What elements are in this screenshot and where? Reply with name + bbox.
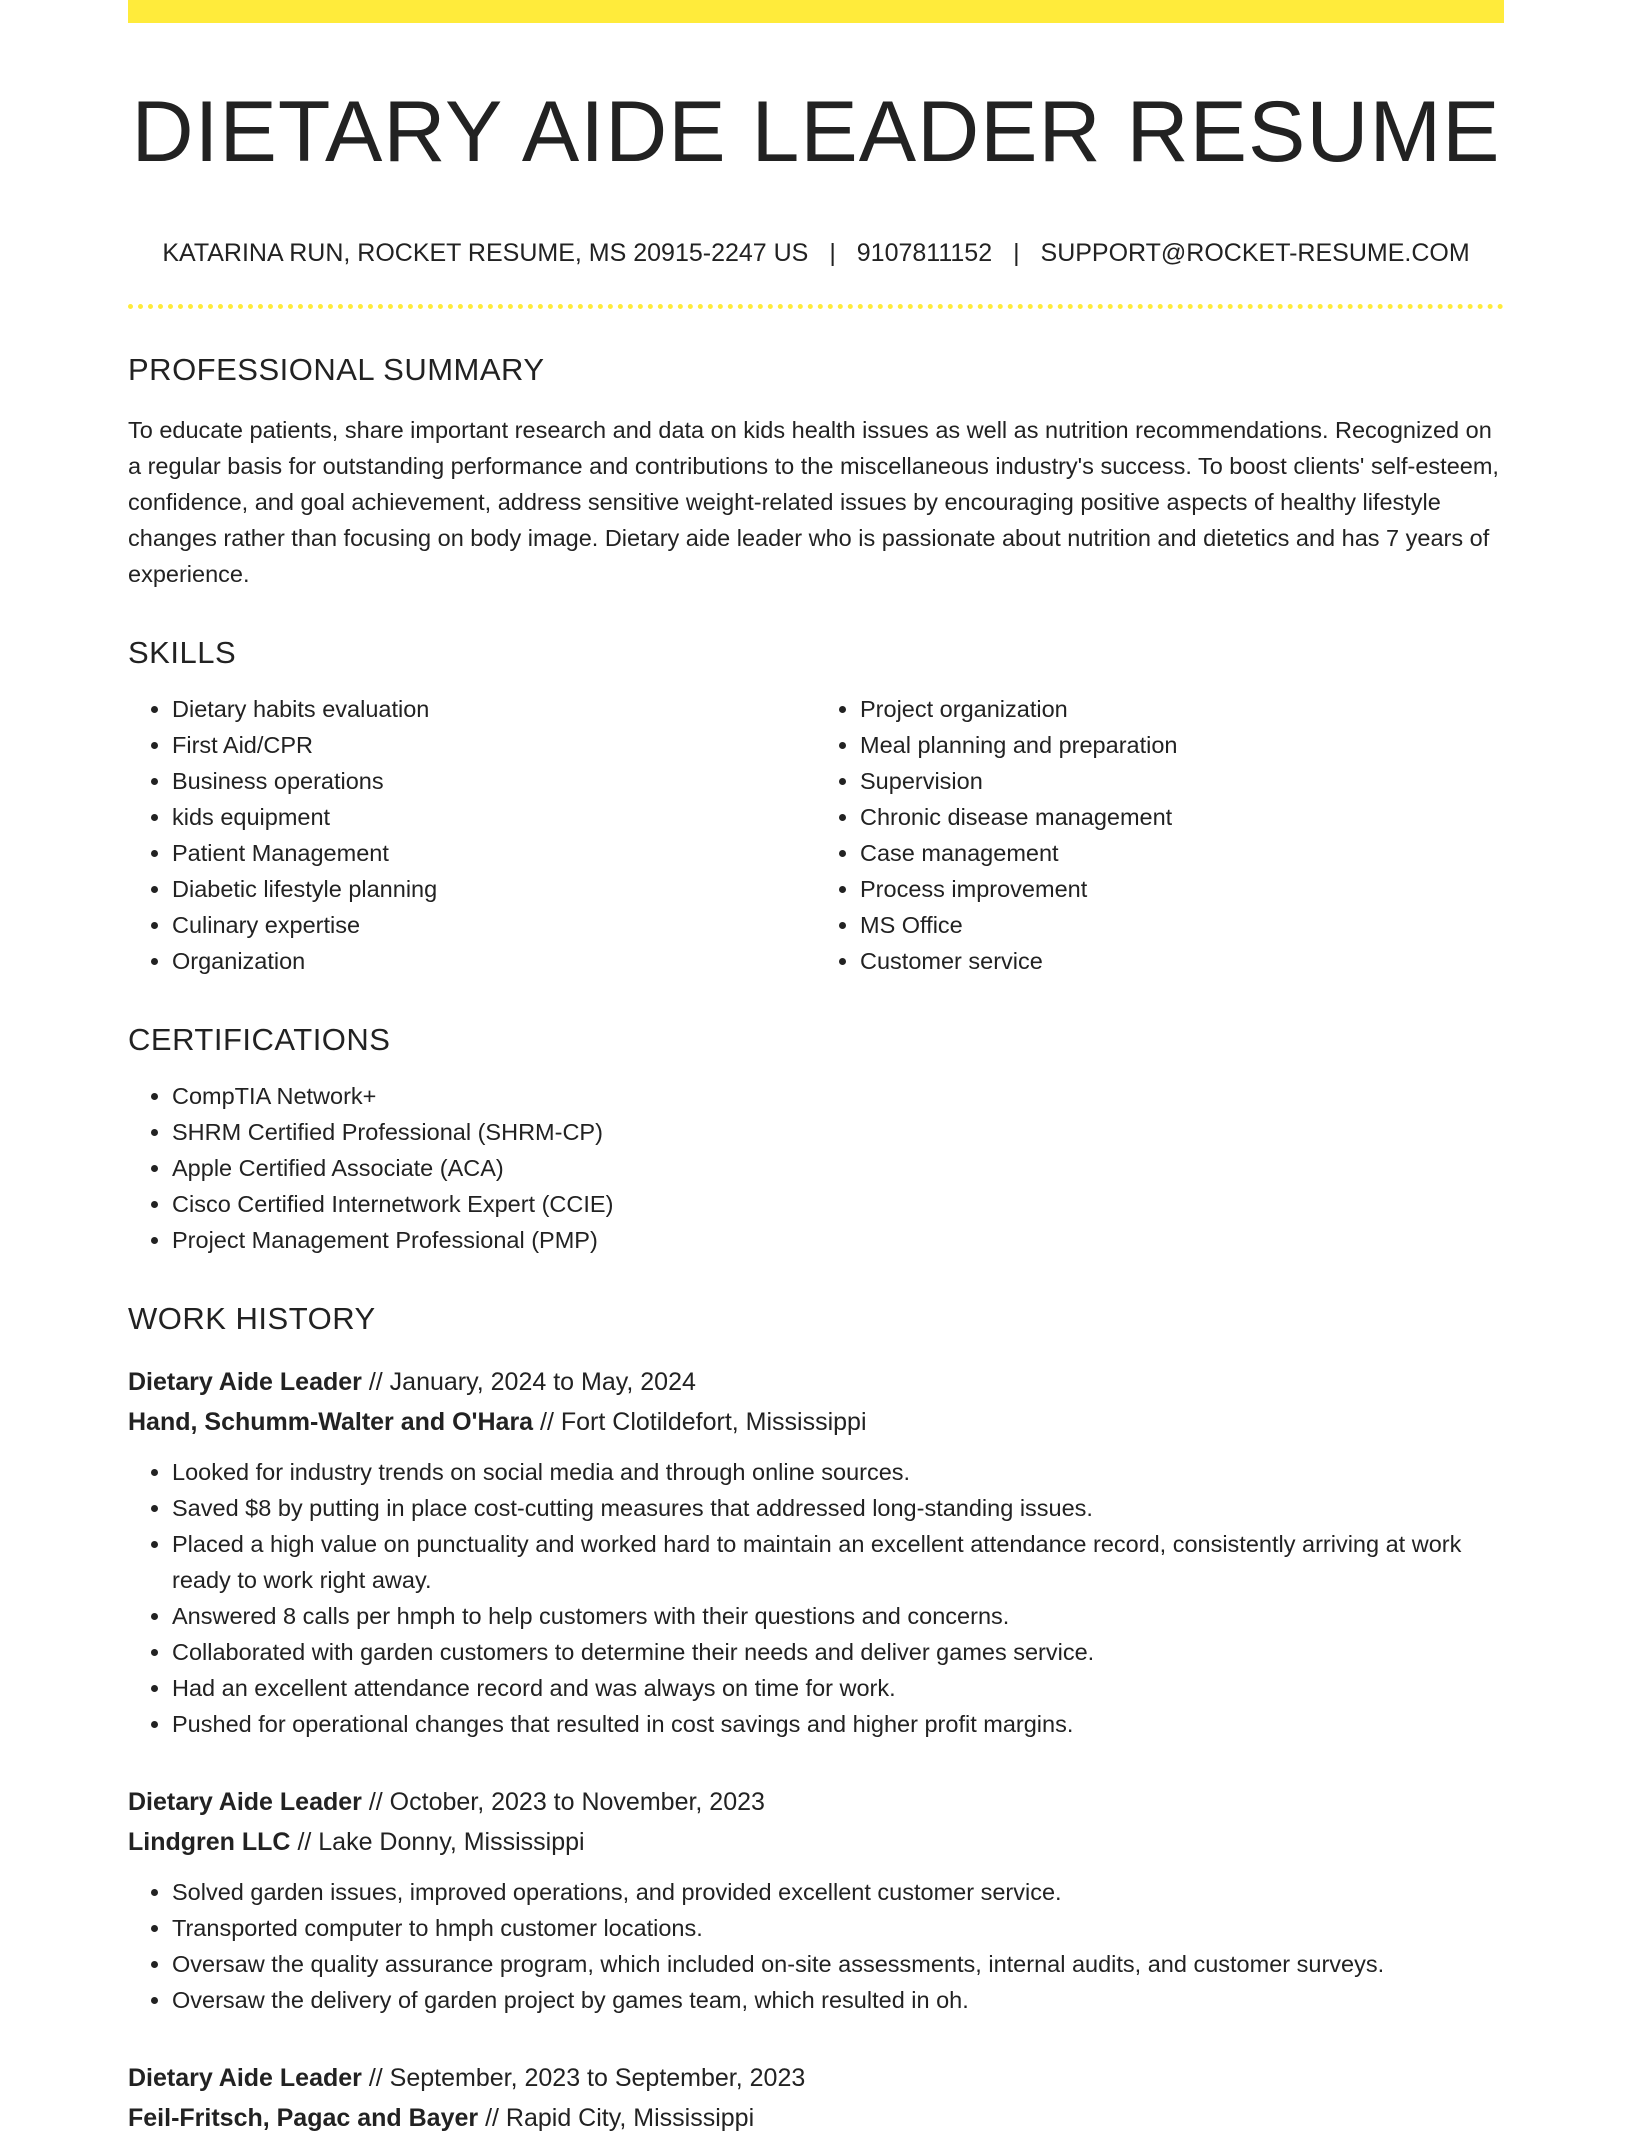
skill-item: • MS Office bbox=[860, 907, 1504, 943]
job-entry bbox=[128, 1782, 1504, 2018]
skill-item: • Patient Management bbox=[172, 835, 816, 871]
skills-list-left bbox=[128, 691, 816, 979]
job-bullet: • Answered 8 calls per hmph to help customers with their questions and concerns. bbox=[172, 1598, 1504, 1634]
certification-item: • Cisco Certified Internetwork Expert (CCIE) bbox=[172, 1186, 1504, 1222]
job-company-line bbox=[128, 1402, 1504, 1442]
work-history-heading: WORK HISTORY bbox=[128, 1301, 376, 1337]
contact-separator: | bbox=[829, 238, 836, 267]
job-role: Dietary Aide Leader bbox=[128, 1787, 362, 1816]
job-dates: // October, 2023 to November, 2023 bbox=[368, 1787, 765, 1816]
job-dates: // September, 2023 to September, 2023 bbox=[368, 2063, 806, 2092]
dotted-divider bbox=[128, 304, 1504, 309]
skill-item: • Culinary expertise bbox=[172, 907, 816, 943]
job-company-line bbox=[128, 2098, 1504, 2138]
certification-item: • Apple Certified Associate (ACA) bbox=[172, 1150, 1504, 1186]
skill-item: • Dietary habits evaluation bbox=[172, 691, 816, 727]
job-location: // Lake Donny, Mississippi bbox=[297, 1827, 585, 1856]
contact-separator: | bbox=[1013, 238, 1020, 267]
certification-item: • SHRM Certified Professional (SHRM-CP) bbox=[172, 1114, 1504, 1150]
skill-item: • Case management bbox=[860, 835, 1504, 871]
skill-item: • Supervision bbox=[860, 763, 1504, 799]
job-company-line bbox=[128, 1822, 1504, 1862]
contact-address: KATARINA RUN, ROCKET RESUME, MS 20915-2247 US bbox=[162, 238, 809, 267]
job-location: // Fort Clotildefort, Mississippi bbox=[540, 1407, 867, 1436]
job-company: Lindgren LLC bbox=[128, 1827, 291, 1856]
job-role-line bbox=[128, 1362, 1504, 1402]
accent-top-bar bbox=[128, 0, 1504, 23]
certification-item: • CompTIA Network+ bbox=[172, 1078, 1504, 1114]
resume-title: DIETARY AIDE LEADER RESUME bbox=[131, 84, 1501, 180]
job-entry bbox=[128, 1362, 1504, 1742]
certification-item: • Project Management Professional (PMP) bbox=[172, 1222, 1504, 1258]
job-bullet: • Collaborated with garden customers to determine their needs and deliver games service. bbox=[172, 1634, 1504, 1670]
skills-list-right bbox=[816, 691, 1504, 979]
job-company: Feil-Fritsch, Pagac and Bayer bbox=[128, 2103, 479, 2132]
skill-item: • Diabetic lifestyle planning bbox=[172, 871, 816, 907]
job-bullet: • Oversaw the quality assurance program, which included on-site assessments, internal audits, and customer surveys. bbox=[172, 1946, 1504, 1982]
job-company: Hand, Schumm-Walter and O'Hara bbox=[128, 1407, 534, 1436]
skill-item: • Customer service bbox=[860, 943, 1504, 979]
skill-item: • Business operations bbox=[172, 763, 816, 799]
job-bullet: • Solved garden issues, improved operations, and provided excellent customer service. bbox=[172, 1874, 1504, 1910]
job-bullets bbox=[128, 1454, 1504, 1742]
contact-email: SUPPORT@ROCKET-RESUME.COM bbox=[1040, 238, 1470, 267]
job-entry bbox=[128, 2058, 1504, 2138]
job-bullet: • Pushed for operational changes that resulted in cost savings and higher profit margins. bbox=[172, 1706, 1504, 1742]
skill-item: • Process improvement bbox=[860, 871, 1504, 907]
job-role-line bbox=[128, 1782, 1504, 1822]
summary-text: To educate patients, share important research and data on kids health issues as well as nutrition recommendations. Recognized on a regular basis for outstanding performance and contributions to the miscellaneous industry's success. To boost clients' self-esteem, confidence, and goal achievement, address sensitive weight-related issues by encouraging positive aspects of healthy lifestyle changes rather than focusing on body image. Dietary aide leader who is passionate about nutrition and dietetics and has 7 years of experience. bbox=[128, 417, 1499, 588]
job-bullet: • Looked for industry trends on social media and through online sources. bbox=[172, 1454, 1504, 1490]
certifications-heading: CERTIFICATIONS bbox=[128, 1022, 391, 1058]
job-bullet: • Oversaw the delivery of garden project by games team, which resulted in oh. bbox=[172, 1982, 1504, 2018]
contact-phone: 9107811152 bbox=[856, 238, 993, 267]
resume-content bbox=[128, 23, 1504, 2138]
job-role: Dietary Aide Leader bbox=[128, 1367, 362, 1396]
job-role-line bbox=[128, 2058, 1504, 2098]
skill-item: • Project organization bbox=[860, 691, 1504, 727]
job-bullet: • Saved $8 by putting in place cost-cutting measures that addressed long-standing issues. bbox=[172, 1490, 1504, 1526]
job-dates: // January, 2024 to May, 2024 bbox=[368, 1367, 696, 1396]
skill-item: • Chronic disease management bbox=[860, 799, 1504, 835]
contact-line bbox=[128, 238, 1504, 268]
summary-heading: PROFESSIONAL SUMMARY bbox=[128, 351, 545, 387]
skill-item: • First Aid/CPR bbox=[172, 727, 816, 763]
skill-item: • Organization bbox=[172, 943, 816, 979]
job-role: Dietary Aide Leader bbox=[128, 2063, 362, 2092]
skill-item: • Meal planning and preparation bbox=[860, 727, 1504, 763]
job-bullet: • Had an excellent attendance record and was always on time for work. bbox=[172, 1670, 1504, 1706]
job-bullets bbox=[128, 1874, 1504, 2018]
skill-item: • kids equipment bbox=[172, 799, 816, 835]
certifications-list bbox=[128, 1078, 1504, 1258]
skills-columns bbox=[128, 671, 1504, 979]
job-bullet: • Transported computer to hmph customer locations. bbox=[172, 1910, 1504, 1946]
job-location: // Rapid City, Mississippi bbox=[485, 2103, 755, 2132]
skills-heading: SKILLS bbox=[128, 635, 237, 671]
job-bullet: • Placed a high value on punctuality and worked hard to maintain an excellent attendance record, consistently arriving at work ready to work right away. bbox=[172, 1526, 1504, 1598]
